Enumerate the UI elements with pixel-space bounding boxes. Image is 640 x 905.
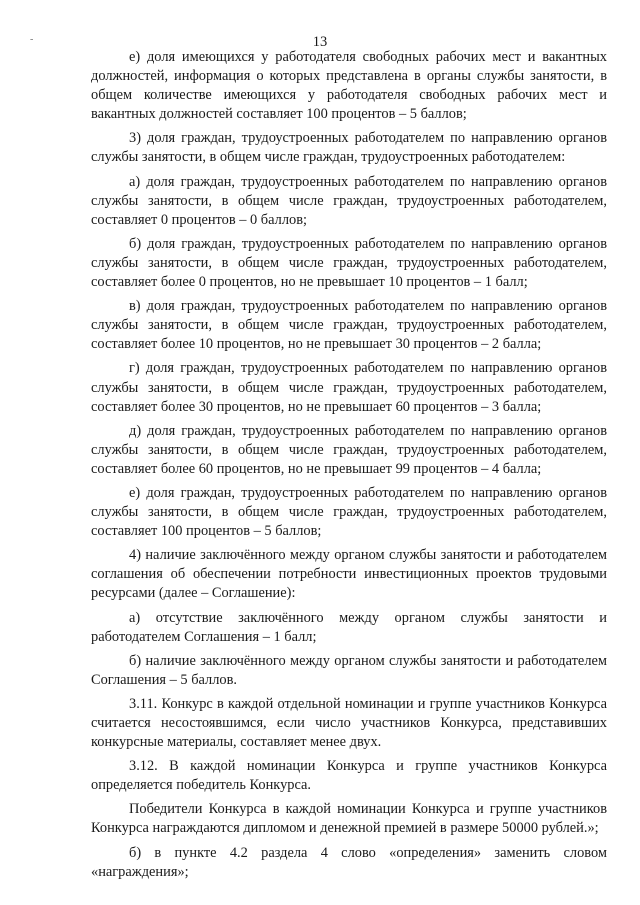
page-number: 13 bbox=[312, 34, 328, 50]
paragraph-1: е) доля имеющихся у работодателя свободных рабочих мест и вакантных должностей, информация о которых представлена в органы службы занятости, в общем количестве имеющихся у работодателя свободных рабочих мест и вакантных должностей составляет 100 процентов – 5 баллов; bbox=[91, 49, 607, 123]
paragraph-3: а) доля граждан, трудоустроенных работодателем по направлению органов службы занятости, в общем числе граждан, трудоустроенных работодателем, составляет 0 процентов – 0 баллов; bbox=[91, 173, 607, 228]
paragraph-13: 3.12. В каждой номинации Конкурса и группе участников Конкурса определяется победитель Конкурса. bbox=[91, 758, 607, 794]
margin-mark: - bbox=[30, 34, 34, 45]
paragraph-6: г) доля граждан, трудоустроенных работодателем по направлению органов службы занятости, в общем числе граждан, трудоустроенных работодателем, составляет более 30 процентов, но не превышает 60 процентов – 3 балла; bbox=[91, 360, 607, 415]
paragraph-2: 3) доля граждан, трудоустроенных работодателем по направлению органов службы занятости, в общем числе граждан, трудоустроенных работодателем: bbox=[91, 130, 607, 166]
paragraph-5: в) доля граждан, трудоустроенных работодателем по направлению органов службы занятости, в общем числе граждан, трудоустроенных работодателем, составляет более 10 процентов, но не превышает 30 процентов – 2 балла; bbox=[91, 298, 607, 353]
paragraph-12: 3.11. Конкурс в каждой отдельной номинации и группе участников Конкурса считается несостоявшимся, если число участников Конкурса, представивших конкурсные материалы, составляет менее двух. bbox=[91, 695, 607, 751]
paragraph-10: а) отсутствие заключённого между органом службы занятости и работодателем Соглашения – 1 балл; bbox=[91, 609, 607, 645]
paragraph-4: б) доля граждан, трудоустроенных работодателем по направлению органов службы занятости, в общем числе граждан, трудоустроенных работодателем, составляет более 0 процентов, но не превышает 10 процентов – 1 балл; bbox=[91, 235, 607, 291]
paragraph-14: Победители Конкурса в каждой номинации Конкурса и группе участников Конкурса награждаются дипломом и денежной премией в размере 50000 рублей.»; bbox=[91, 801, 607, 837]
paragraph-15: б) в пункте 4.2 раздела 4 слово «определения» заменить словом «награждения»; bbox=[91, 844, 607, 880]
paragraph-9: 4) наличие заключённого между органом службы занятости и работодателем соглашения об обеспечении потребности инвестиционных проектов трудовыми ресурсами (далее – Соглашение): bbox=[91, 547, 607, 602]
document-body bbox=[91, 48, 607, 887]
paragraph-7: д) доля граждан, трудоустроенных работодателем по направлению органов службы занятости, в общем числе граждан, трудоустроенных работодателем, составляет более 60 процентов, но не превышает 99 процентов – 4 балла; bbox=[91, 422, 607, 477]
paragraph-8: е) доля граждан, трудоустроенных работодателем по направлению органов службы занятости, в общем числе граждан, трудоустроенных работодателем, составляет 100 процентов – 5 баллов; bbox=[91, 484, 607, 540]
paragraph-11: б) наличие заключённого между органом службы занятости и работодателем Соглашения – 5 баллов. bbox=[91, 652, 607, 688]
